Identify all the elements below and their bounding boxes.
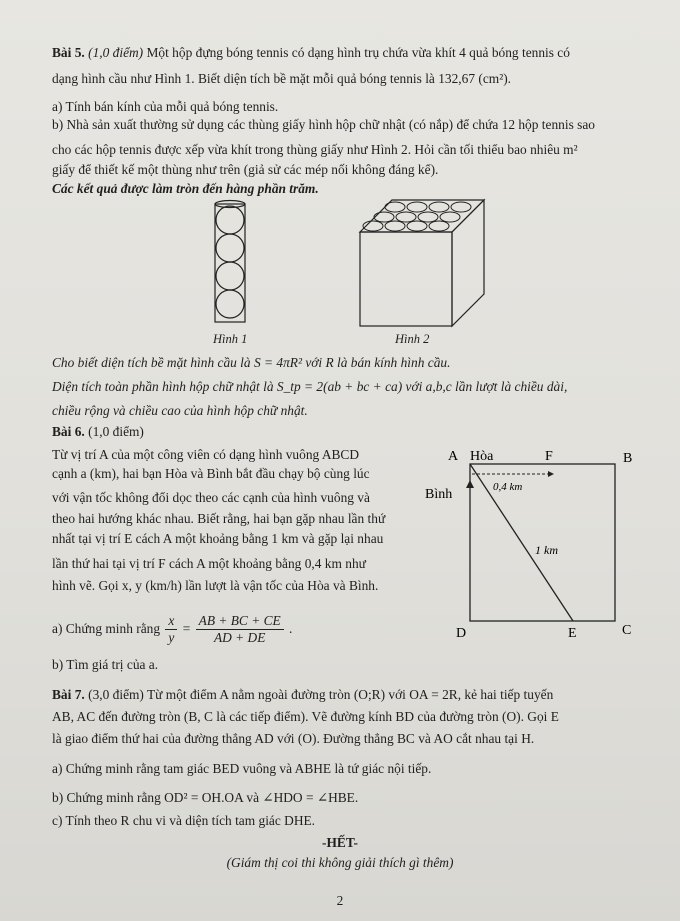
bai6-a-end: . bbox=[289, 621, 293, 636]
bai5-part-a: a) Tính bán kính của mỗi quả bóng tennis. bbox=[52, 99, 279, 114]
bai6-title: Bài 6. bbox=[52, 424, 85, 439]
bai7-part-a: a) Chứng minh rằng tam giác BED vuông và ABHE là tứ giác nội tiếp. bbox=[52, 761, 432, 776]
diagram-label-dist-AF: 0,4 km bbox=[493, 481, 523, 493]
bai7-title: Bài 7. bbox=[52, 687, 85, 702]
bai6-square-diagram bbox=[420, 444, 640, 644]
bai5-note-box: Diện tích toàn phần hình hộp chữ nhật là S_tp = 2(ab + bc + ca) với a,b,c lần lượt là chiều dài, bbox=[52, 379, 568, 394]
bai5-part-b2: cho các hộp tennis được xếp vừa khít trong thùng giấy như Hình 2. Hỏi cần tối thiểu bao nhiêu m² bbox=[52, 142, 578, 157]
proctor-note: (Giám thị coi thi không giải thích gì thêm) bbox=[226, 855, 454, 870]
bai6-p2: cạnh a (km), hai bạn Hòa và Bình bắt đầu chạy bộ cùng lúc bbox=[52, 466, 370, 481]
bai7-part-c: c) Tính theo R chu vi và diện tích tam giác DHE. bbox=[52, 813, 316, 828]
bai7-points: (3,0 điểm) bbox=[88, 687, 144, 702]
diagram-label-C: C bbox=[622, 623, 632, 638]
bai7-part-b: b) Chứng minh rằng OD² = OH.OA và ∠HDO = ∠HBE. bbox=[52, 790, 359, 805]
bai6-a-lhs-fraction bbox=[165, 613, 177, 646]
diagram-label-E: E bbox=[568, 626, 577, 641]
bai6-a-eq: = bbox=[182, 621, 191, 636]
diagram-label-hoa: Hòa bbox=[470, 449, 494, 464]
bai5-title: Bài 5. bbox=[52, 45, 85, 60]
bai6-p5: nhất tại vị trí E cách A một khoảng bằng 1 km và gặp lại nhau bbox=[52, 531, 384, 546]
bai5-points: (1,0 điểm) bbox=[88, 45, 144, 60]
figure-1-caption: Hình 1 bbox=[213, 332, 248, 346]
bai6-a-prefix: a) Chứng minh rằng bbox=[52, 621, 161, 636]
bai6-p1: Từ vị trí A của một công viên có dạng hình vuông ABCD bbox=[52, 447, 360, 462]
diagram-label-D: D bbox=[456, 626, 467, 641]
page-number: 2 bbox=[336, 893, 344, 908]
figure-1-tennis-tube bbox=[205, 198, 265, 328]
bai6-a-rhs-fraction bbox=[196, 613, 284, 646]
diagram-label-F: F bbox=[545, 449, 553, 464]
bai6-a-lhs-num: x bbox=[165, 613, 177, 630]
bai6-header bbox=[52, 423, 144, 440]
bai7-line3: là giao điểm thứ hai của đường thẳng AD với (O). Đường thẳng BC và AO cắt nhau tại H. bbox=[52, 731, 535, 746]
bai6-a-rhs-den: AD + DE bbox=[213, 630, 266, 646]
bai6-a-rhs-num: AB + BC + CE bbox=[196, 613, 284, 630]
bai5-line2: dạng hình cầu như Hình 1. Biết diện tích bề mặt mỗi quả bóng tennis là 132,67 (cm²). bbox=[52, 71, 512, 86]
bai5-text1: Một hộp đựng bóng tennis có dạng hình trụ chứa vừa khít 4 quả bóng tennis có bbox=[146, 45, 570, 60]
bai6-p7: hình vẽ. Gọi x, y (km/h) lần lượt là vận tốc của Hòa và Bình. bbox=[52, 578, 379, 593]
bai7-line2: AB, AC đến đường tròn (B, C là các tiếp điểm). Vẽ đường kính BD của đường tròn (O). Gọi E bbox=[52, 709, 559, 724]
diagram-label-B: B bbox=[623, 451, 633, 466]
bai6-part-a bbox=[52, 612, 292, 646]
bai5-note-box-cont: chiều rộng và chiều cao của hình hộp chữ nhật. bbox=[52, 403, 308, 418]
bai5-line1 bbox=[52, 44, 570, 61]
end-marker: -HẾT- bbox=[322, 835, 358, 850]
bai6-p3: với vận tốc không đổi dọc theo các cạnh của hình vuông và bbox=[52, 490, 370, 505]
diagram-label-binh: Bình bbox=[425, 487, 453, 502]
diagram-label-dist-AE: 1 km bbox=[535, 543, 558, 557]
bai5-note-sphere: Cho biết diện tích bề mặt hình cầu là S = 4πR² với R là bán kính hình cầu. bbox=[52, 355, 451, 370]
bai6-p6: lần thứ hai tại vị trí F cách A một khoảng bằng 0,4 km như bbox=[52, 556, 366, 571]
bai6-a-lhs-den: y bbox=[168, 630, 175, 646]
figure-2-caption: Hình 2 bbox=[395, 332, 430, 346]
bai7-text1: Từ một điểm A nằm ngoài đường tròn (O;R) với OA = 2R, kẻ hai tiếp tuyến bbox=[147, 687, 554, 702]
bai5-part-b3: giấy để thiết kế một thùng như trên (giả sử các mép nối không đáng kể). bbox=[52, 162, 439, 177]
bai5-part-b1: b) Nhà sản xuất thường sử dụng các thùng giấy hình hộp chữ nhật (có nắp) để chứa 12 hộp tennis sao bbox=[52, 117, 595, 132]
bai6-part-b: b) Tìm giá trị của a. bbox=[52, 657, 159, 672]
bai6-p4: theo hai hướng khác nhau. Biết rằng, hai bạn gặp nhau lần thứ bbox=[52, 511, 386, 526]
bai5-rounding-note: Các kết quả được làm tròn đến hàng phần trăm. bbox=[52, 181, 319, 196]
bai6-points: (1,0 điểm) bbox=[88, 424, 144, 439]
bai7-line1 bbox=[52, 686, 553, 703]
figure-2-box bbox=[358, 196, 488, 331]
diagram-label-A: A bbox=[448, 449, 459, 464]
